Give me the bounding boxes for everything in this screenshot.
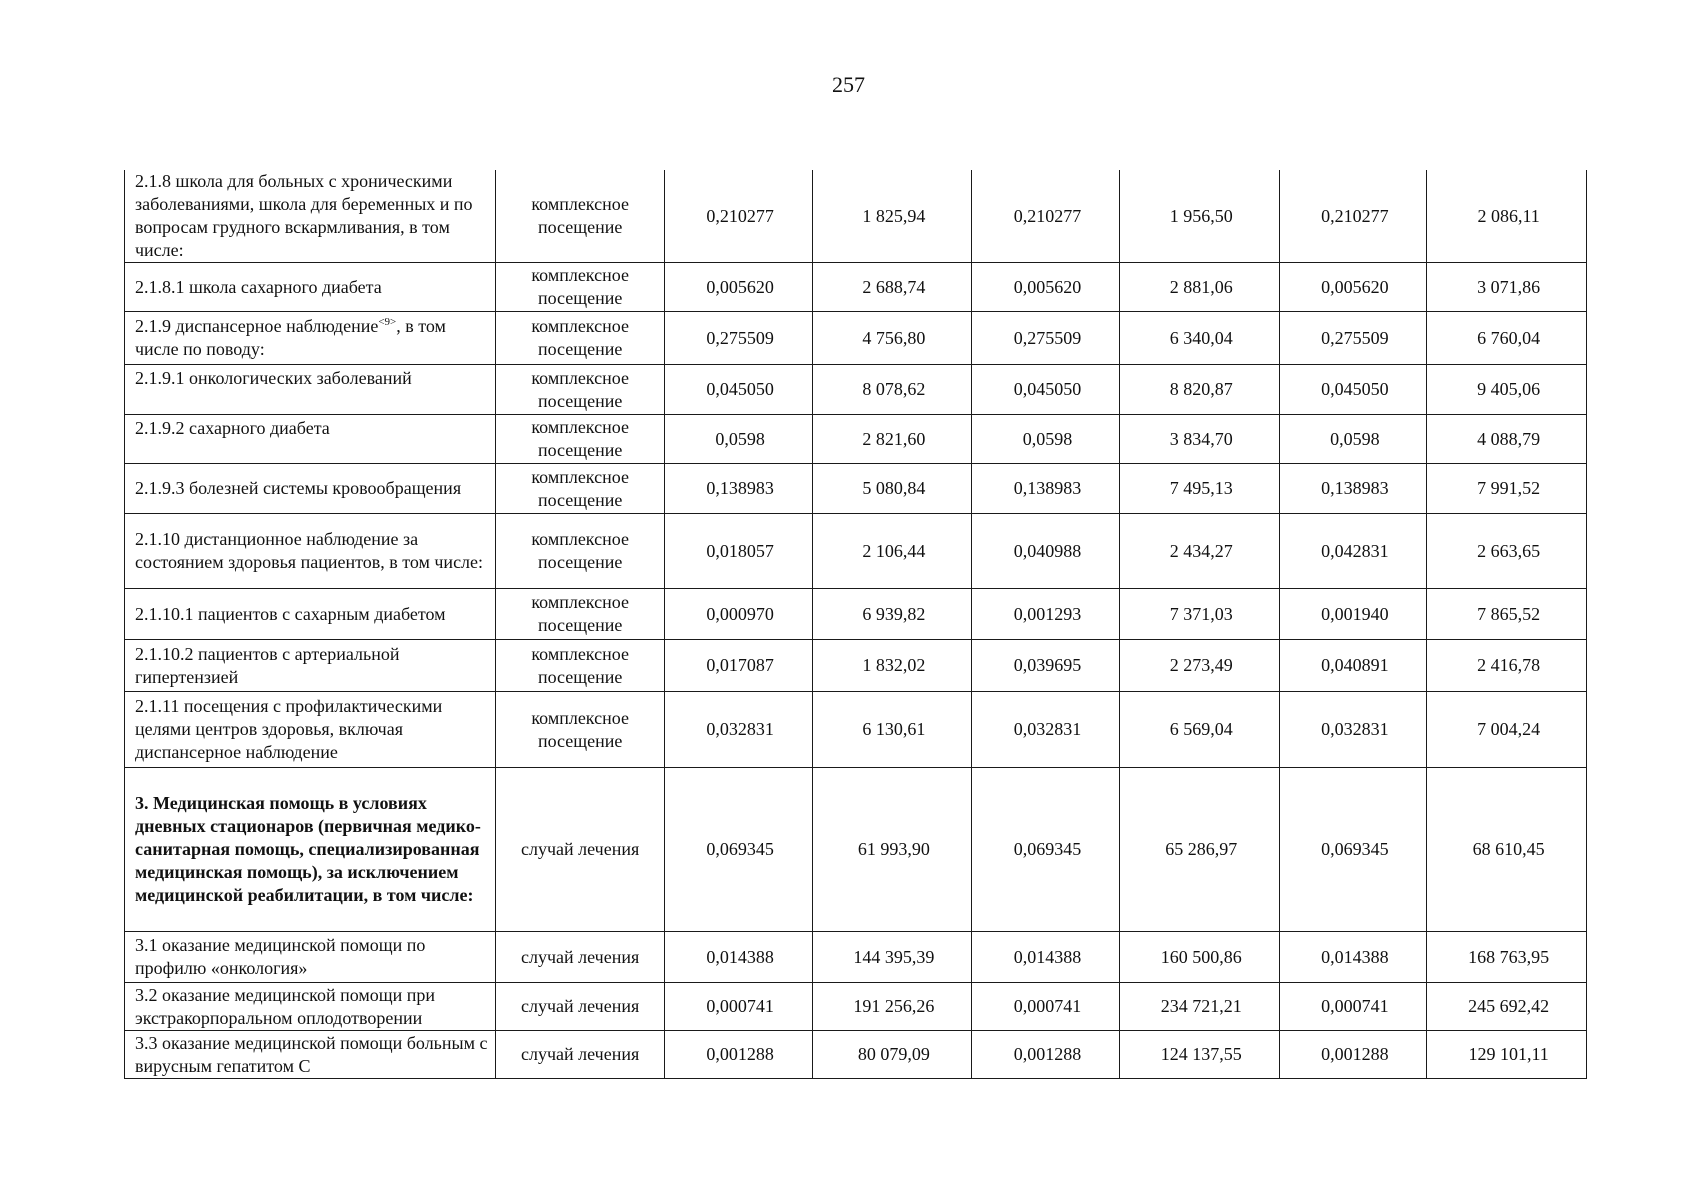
value-cell: 0,000970 [664,589,812,640]
value-cell: 0,001288 [1279,1031,1427,1079]
value-cell: 0,045050 [1279,365,1427,415]
value-cell: 6 340,04 [1119,312,1279,365]
value-cell: 0,210277 [972,170,1120,263]
row-name [125,312,496,365]
value-cell: 234 721,21 [1119,983,1279,1031]
value-cell: 8 820,87 [1119,365,1279,415]
value-cell: 0,210277 [664,170,812,263]
row-unit: комплексное посещение [496,312,664,365]
value-cell: 0,005620 [1279,263,1427,312]
value-cell: 6 130,61 [812,692,972,768]
row-name: 2.1.10.1 пациентов с сахарным диабетом [125,589,496,640]
value-cell: 124 137,55 [1119,1031,1279,1079]
footnote-ref: <9> [378,316,397,328]
value-cell: 0,040891 [1279,640,1427,692]
value-cell: 6 569,04 [1119,692,1279,768]
value-cell: 0,000741 [1279,983,1427,1031]
value-cell: 80 079,09 [812,1031,972,1079]
row-name: 2.1.10.2 пациентов с артериальной гипертензией [125,640,496,692]
value-cell: 0,138983 [972,464,1120,514]
value-cell: 9 405,06 [1427,365,1587,415]
value-cell: 0,045050 [972,365,1120,415]
row-name: 2.1.8.1 школа сахарного диабета [125,263,496,312]
value-cell: 0,042831 [1279,514,1427,589]
value-cell: 0,045050 [664,365,812,415]
value-cell: 2 416,78 [1427,640,1587,692]
value-cell: 68 610,45 [1427,768,1587,932]
value-cell: 0,005620 [664,263,812,312]
value-cell: 0,014388 [972,932,1120,983]
table-row [125,640,1587,692]
row-name: 3.2 оказание медицинской помощи при экстракорпоральном оплодотворении [125,983,496,1031]
value-cell: 4 756,80 [812,312,972,365]
value-cell: 3 834,70 [1119,415,1279,464]
data-table [124,170,1587,1079]
value-cell: 2 434,27 [1119,514,1279,589]
value-cell: 6 939,82 [812,589,972,640]
row-name-text: 2.1.9 диспансерное наблюдение [135,316,379,336]
table-row [125,1031,1587,1079]
table-row [125,312,1587,365]
value-cell: 3 071,86 [1427,263,1587,312]
table-row [125,170,1587,263]
table-row [125,768,1587,932]
value-cell: 4 088,79 [1427,415,1587,464]
value-cell: 0,032831 [1279,692,1427,768]
row-unit: комплексное посещение [496,692,664,768]
value-cell: 0,001940 [1279,589,1427,640]
value-cell: 2 273,49 [1119,640,1279,692]
row-name: 3.3 оказание медицинской помощи больным с вирусным гепатитом С [125,1031,496,1079]
row-unit: комплексное посещение [496,589,664,640]
value-cell: 2 663,65 [1427,514,1587,589]
value-cell: 0,017087 [664,640,812,692]
table-row [125,589,1587,640]
row-name-text: , в том числе по поводу: [135,316,446,359]
row-unit: комплексное посещение [496,170,664,263]
value-cell: 0,014388 [1279,932,1427,983]
value-cell: 6 760,04 [1427,312,1587,365]
table-row [125,263,1587,312]
value-cell: 7 865,52 [1427,589,1587,640]
value-cell: 191 256,26 [812,983,972,1031]
row-unit: комплексное посещение [496,514,664,589]
value-cell: 0,000741 [664,983,812,1031]
value-cell: 0,138983 [1279,464,1427,514]
value-cell: 0,069345 [1279,768,1427,932]
table-row [125,692,1587,768]
value-cell: 0,069345 [664,768,812,932]
row-name: 2.1.8 школа для больных с хроническими заболеваниями, школа для беременных и по вопросам грудного вскармливания, в том числе: [125,170,496,263]
table-row [125,932,1587,983]
value-cell: 0,001288 [972,1031,1120,1079]
row-unit: комплексное посещение [496,365,664,415]
row-unit: комплексное посещение [496,263,664,312]
value-cell: 0,014388 [664,932,812,983]
value-cell: 0,018057 [664,514,812,589]
value-cell: 0,0598 [664,415,812,464]
table-row [125,415,1587,464]
value-cell: 0,005620 [972,263,1120,312]
table-row [125,983,1587,1031]
row-name: 2.1.9.1 онкологических заболеваний [125,365,496,415]
row-name: 2.1.9.2 сахарного диабета [125,415,496,464]
value-cell: 0,001293 [972,589,1120,640]
value-cell: 0,069345 [972,768,1120,932]
row-unit: комплексное посещение [496,415,664,464]
value-cell: 2 086,11 [1427,170,1587,263]
value-cell: 0,000741 [972,983,1120,1031]
value-cell: 168 763,95 [1427,932,1587,983]
value-cell: 2 821,60 [812,415,972,464]
value-cell: 7 495,13 [1119,464,1279,514]
value-cell: 2 881,06 [1119,263,1279,312]
value-cell: 5 080,84 [812,464,972,514]
page-number: 257 [832,72,865,97]
row-unit: случай лечения [496,1031,664,1079]
value-cell: 1 832,02 [812,640,972,692]
value-cell: 0,138983 [664,464,812,514]
table-row [125,464,1587,514]
table-row [125,365,1587,415]
value-cell: 0,275509 [972,312,1120,365]
value-cell: 0,275509 [1279,312,1427,365]
value-cell: 1 956,50 [1119,170,1279,263]
value-cell: 65 286,97 [1119,768,1279,932]
value-cell: 0,0598 [1279,415,1427,464]
row-name: 3.1 оказание медицинской помощи по профилю «онкология» [125,932,496,983]
row-unit: комплексное посещение [496,464,664,514]
table-row [125,514,1587,589]
value-cell: 0,001288 [664,1031,812,1079]
row-name: 2.1.11 посещения с профилактическими целями центров здоровья, включая диспансерное наблюдение [125,692,496,768]
row-unit: случай лечения [496,932,664,983]
value-cell: 7 991,52 [1427,464,1587,514]
row-unit: случай лечения [496,983,664,1031]
value-cell: 0,032831 [664,692,812,768]
value-cell: 61 993,90 [812,768,972,932]
value-cell: 160 500,86 [1119,932,1279,983]
value-cell: 7 371,03 [1119,589,1279,640]
value-cell: 0,210277 [1279,170,1427,263]
row-name: 2.1.10 дистанционное наблюдение за состоянием здоровья пациентов, в том числе: [125,514,496,589]
value-cell: 2 688,74 [812,263,972,312]
row-unit: комплексное посещение [496,640,664,692]
row-unit: случай лечения [496,768,664,932]
value-cell: 144 395,39 [812,932,972,983]
value-cell: 129 101,11 [1427,1031,1587,1079]
row-name: 2.1.9.3 болезней системы кровообращения [125,464,496,514]
row-name: 3. Медицинская помощь в условиях дневных стационаров (первичная медико-санитарная помощь, специализированная медицинская помощь), за исключением медицинской реабилитации, в том числе: [125,768,496,932]
value-cell: 7 004,24 [1427,692,1587,768]
value-cell: 1 825,94 [812,170,972,263]
value-cell: 8 078,62 [812,365,972,415]
value-cell: 0,275509 [664,312,812,365]
value-cell: 0,0598 [972,415,1120,464]
value-cell: 0,039695 [972,640,1120,692]
value-cell: 245 692,42 [1427,983,1587,1031]
value-cell: 2 106,44 [812,514,972,589]
value-cell: 0,040988 [972,514,1120,589]
value-cell: 0,032831 [972,692,1120,768]
